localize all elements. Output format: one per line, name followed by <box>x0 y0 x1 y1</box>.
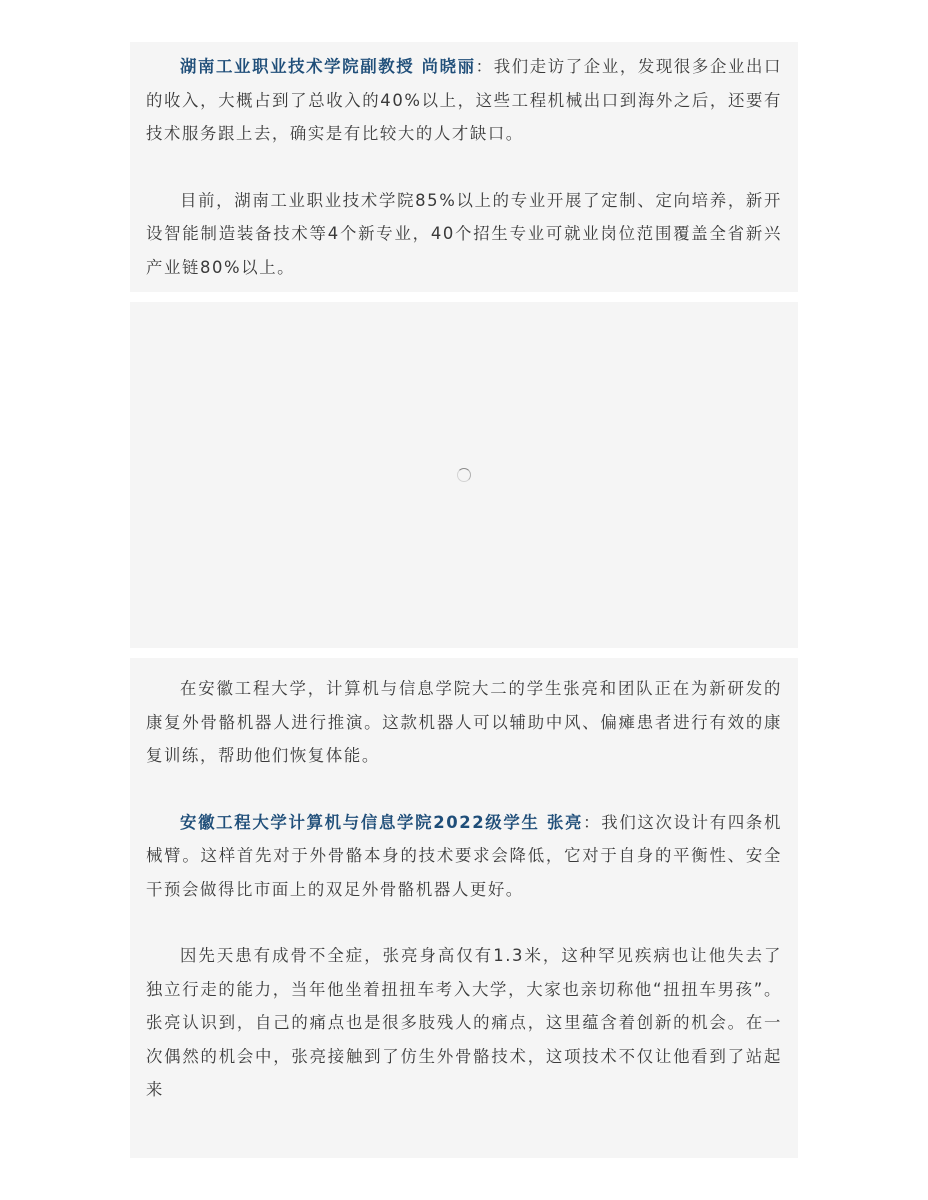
article-section-2 <box>130 658 798 1158</box>
quote-text: 我们走访了企业，发现很多企业出口的收入，大概占到了总收入的40%以上，这些工程机械出口到海外之后，还要有技术服务跟上去，确实是有比较大的人才缺口。 <box>146 57 782 143</box>
speaker-name: 安徽工程大学计算机与信息学院2022级学生 张亮 <box>180 812 584 832</box>
section-2-content <box>146 658 782 1107</box>
quote-paragraph <box>146 50 782 151</box>
speaker-colon: ： <box>583 812 602 832</box>
quote-paragraph <box>146 806 782 907</box>
section-1-content <box>146 42 782 284</box>
speaker-name: 湖南工业职业技术学院副教授 尚晓丽 <box>180 57 476 76</box>
body-paragraph: 在安徽工程大学，计算机与信息学院大二的学生张亮和团队正在为新研发的康复外骨骼机器人进行推演。这款机器人可以辅助中风、偏瘫患者进行有效的康复训练，帮助他们恢复体能。 <box>146 679 782 765</box>
body-paragraph: 目前，湖南工业职业技术学院85%以上的专业开展了定制、定向培养，新开设智能制造装备技术等4个新专业，40个招生专业可就业岗位范围覆盖全省新兴产业链80%以上。 <box>146 190 782 277</box>
video-player[interactable] <box>130 302 798 648</box>
speaker-colon: ： <box>475 57 494 76</box>
article-section-1 <box>130 42 798 292</box>
body-paragraph: 因先天患有成骨不全症，张亮身高仅有1.3米，这种罕见疾病也让他失去了独立行走的能力，当年他坐着扭扭车考入大学，大家也亲切称他“扭扭车男孩”。张亮认识到，自己的痛点也是很多肢残人的痛点，这里蕴含着创新的机会。在一次偶然的机会中，张亮接触到了仿生外骨骼技术，这项技术不仅让他看到了站起来 <box>146 946 782 1099</box>
loading-spinner-icon <box>457 468 471 482</box>
quote-text: 我们这次设计有四条机械臂。这样首先对于外骨骼本身的技术要求会降低，它对于自身的平衡性、安全干预会做得比市面上的双足外骨骼机器人更好。 <box>146 812 782 899</box>
